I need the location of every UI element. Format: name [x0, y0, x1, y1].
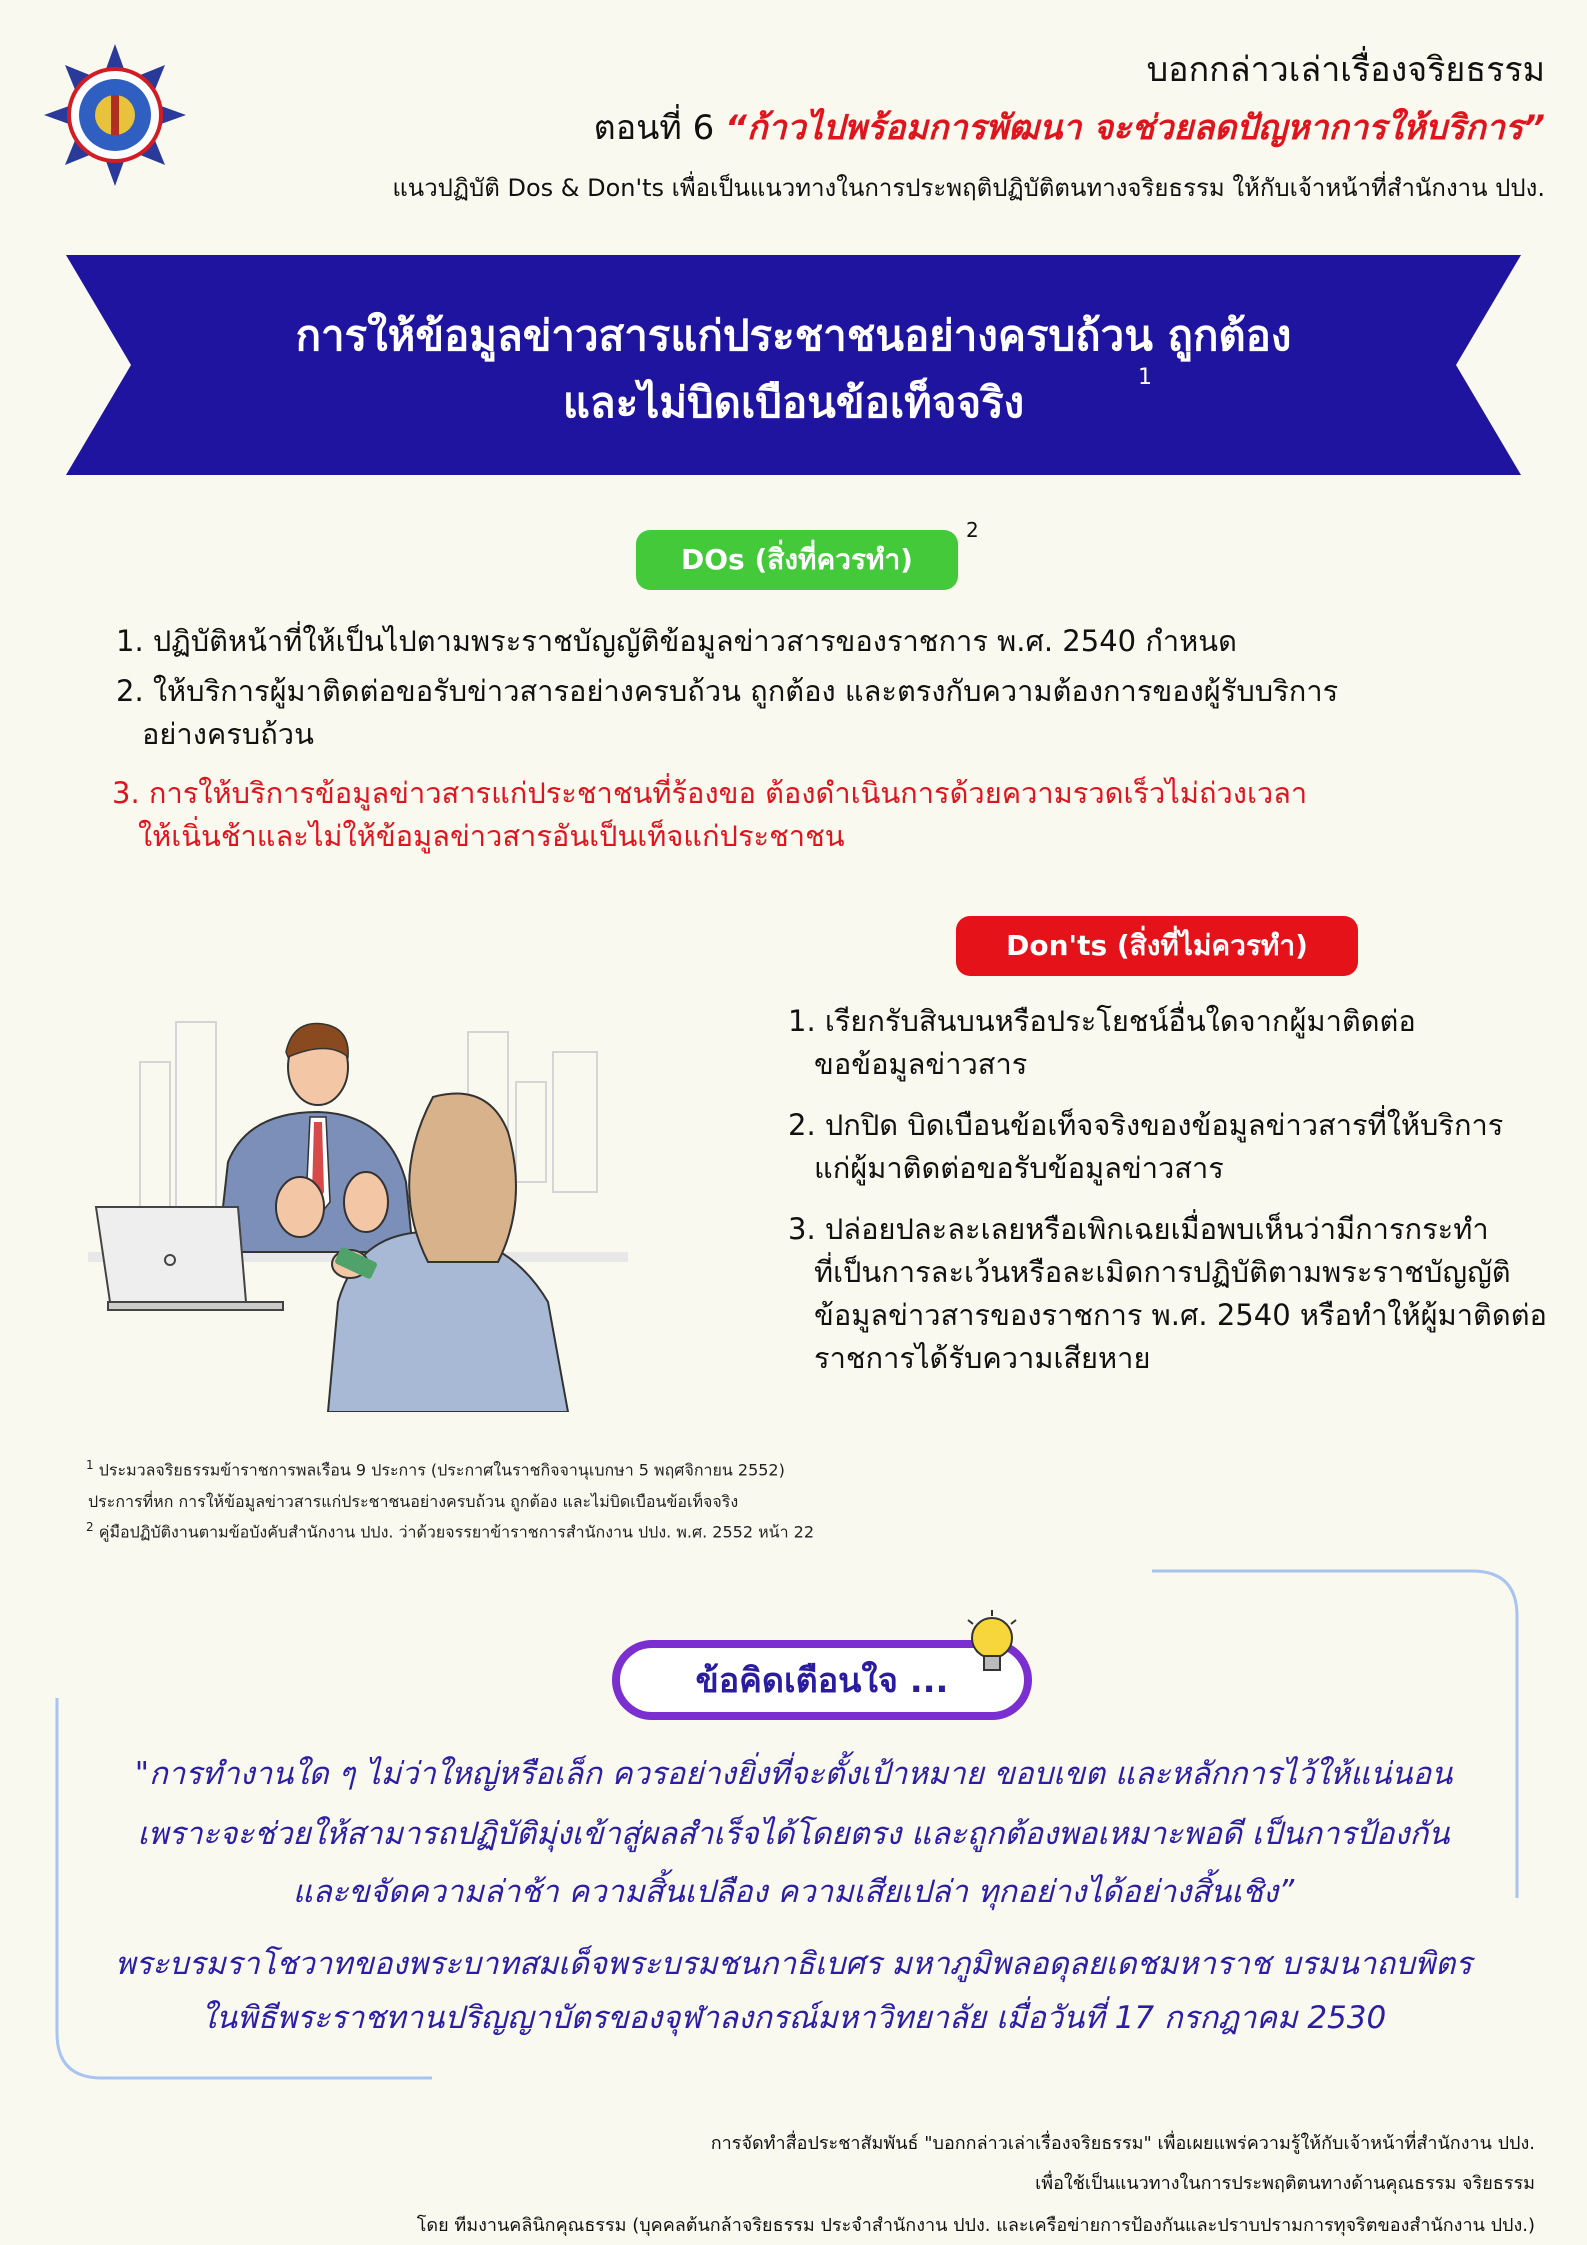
donts-badge: Don'ts (สิ่งที่ไม่ควรทำ)	[956, 916, 1358, 976]
banner-title-line2: และไม่บิดเบือนข้อเท็จจริง	[562, 378, 1025, 427]
title-banner	[66, 255, 1521, 475]
donts-item-1	[788, 1000, 1416, 1086]
amlo-logo	[40, 40, 190, 190]
dos-item-2	[116, 670, 1338, 756]
dos-item-text: 2. ให้บริการผู้มาติดต่อขอรับข่าวสารอย่างครบถ้วน ถูกต้อง และตรงกับความต้องการของผู้รับบริการ	[116, 674, 1339, 708]
donts-item-text: 1. เรียกรับสินบนหรือประโยชน์อื่นใดจากผู้มาติดต่อ	[788, 1004, 1416, 1038]
dos-item-cont: อย่างครบถ้วน	[142, 717, 314, 751]
donts-item-cont: ที่เป็นการละเว้นหรือละเมิดการปฏิบัติตามพระราชบัญญัติ	[814, 1255, 1511, 1289]
subtitle: แนวปฏิบัติ Dos & Don'ts เพื่อเป็นแนวทางในการประพฤติปฏิบัติตนทางจริยธรรม ให้กับเจ้าหน้าที่สำนักงาน ปปง.	[392, 174, 1545, 202]
lightbulb-icon	[962, 1608, 1022, 1686]
reminder-title-badge: ข้อคิดเตือนใจ ...	[612, 1640, 1032, 1720]
dos-badge: DOs (สิ่งที่ควรทำ)	[636, 530, 958, 590]
episode-line	[594, 100, 1545, 154]
reminder-quote-line2: เพราะจะช่วยให้สามารถปฏิบัติมุ่งเข้าสู่ผลสำเร็จได้โดยตรง และถูกต้องพอเหมาะพอดี เป็นการป้องกัน	[137, 1816, 1450, 1852]
episode-quote: “ก้าวไปพร้อมการพัฒนา จะช่วยลดปัญหาการให้บริการ”	[725, 108, 1545, 148]
donts-item-3	[788, 1208, 1547, 1380]
donts-item-cont: ราชการได้รับความเสียหาย	[814, 1341, 1151, 1375]
banner-footnote-mark: 1	[1138, 365, 1152, 390]
footer-line2: เพื่อใช้เป็นแนวทางในการประพฤติตนทางด้านคุณธรรม จริยธรรม	[1035, 2173, 1535, 2194]
footnote-2-mark: 2	[86, 1520, 94, 1534]
episode-label: ตอนที่ 6	[593, 108, 715, 148]
donts-item-2	[788, 1104, 1503, 1190]
reminder-quote-line3: และขจัดความล่าช้า ความสิ้นเปลือง ความเสียเปล่า ทุกอย่างได้อย่างสิ้นเชิง”	[292, 1874, 1295, 1910]
reminder-source-line1: พระบรมราโชวาทของพระบาทสมเด็จพระบรมชนกาธิเบศร มหาภูมิพลอดุลยเดชมหาราช บรมนาถบพิตร	[115, 1946, 1472, 1982]
donts-item-cont: ข้อมูลข่าวสารของราชการ พ.ศ. 2540 หรือทำให้ผู้มาติดต่อ	[814, 1298, 1547, 1332]
footnote-1-mark: 1	[86, 1458, 94, 1472]
footnote-1-continued: ประการที่หก การให้ข้อมูลข่าวสารแก่ประชาชนอย่างครบถ้วน ถูกต้อง และไม่บิดเบือนข้อเท็จจริง	[88, 1492, 739, 1511]
dos-footnote-mark: 2	[966, 518, 979, 542]
dos-item-1	[116, 620, 1237, 663]
footnote-2-text: คู่มือปฏิบัติงานตามข้อบังคับสำนักงาน ปปง. ว่าด้วยจรรยาข้าราชการสำนักงาน ปปง. พ.ศ. 2552 หน้า 22	[98, 1522, 814, 1542]
reminder-quote-line1: "การทำงานใด ๆ ไม่ว่าใหญ่หรือเล็ก ควรอย่างยิ่งที่จะตั้งเป้าหมาย ขอบเขต และหลักการไว้ให้แน่นอน	[134, 1756, 1453, 1792]
series-title: บอกกล่าวเล่าเรื่องจริยธรรม	[1146, 50, 1545, 90]
dos-item-text: 1. ปฏิบัติหน้าที่ให้เป็นไปตามพระราชบัญญัติข้อมูลข่าวสารของราชการ พ.ศ. 2540 กำหนด	[116, 624, 1237, 658]
dos-item-cont: ให้เนิ่นช้าและไม่ให้ข้อมูลข่าวสารอันเป็นเท็จแก่ประชาชน	[138, 819, 845, 853]
donts-item-text: 2. ปกปิด บิดเบือนข้อเท็จจริงของข้อมูลข่าวสารที่ให้บริการ	[788, 1108, 1504, 1142]
donts-item-cont: แก่ผู้มาติดต่อขอรับข้อมูลข่าวสาร	[814, 1151, 1224, 1185]
dos-item-3	[112, 772, 1307, 858]
reminder-source-line2: ในพิธีพระราชทานปริญญาบัตรของจุฬาลงกรณ์มหาวิทยาลัย เมื่อวันที่ 17 กรกฎาคม 2530	[200, 2000, 1387, 2036]
footer-line1: การจัดทำสื่อประชาสัมพันธ์ "บอกกล่าวเล่าเรื่องจริยธรรม" เพื่อเผยแพร่ความรู้ให้กับเจ้าหน้าที่สำนักงาน ปปง.	[710, 2133, 1535, 2154]
footer-line3: โดย ทีมงานคลินิกคุณธรรม (บุคคลต้นกล้าจริยธรรม ประจำสำนักงาน ปปง. และเครือข่ายการป้องกันและปราบปรามการทุจริตของสำนักงาน ปปง.)	[416, 2215, 1535, 2236]
footnote-1-text: ประมวลจริยธรรมข้าราชการพลเรือน 9 ประการ (ประกาศในราชกิจจานุเบกษา 5 พฤศจิกายน 2552)	[98, 1460, 785, 1480]
banner-title-line1: การให้ข้อมูลข่าวสารแก่ประชาชนอย่างครบถ้วน ถูกต้อง	[295, 311, 1292, 360]
donts-item-cont: ขอข้อมูลข่าวสาร	[814, 1047, 1028, 1081]
office-illustration	[88, 1002, 648, 1412]
dos-item-text: 3. การให้บริการข้อมูลข่าวสารแก่ประชาชนที่ร้องขอ ต้องดำเนินการด้วยความรวดเร็วไม่ถ่วงเวลา	[112, 776, 1308, 810]
footnote-1	[86, 1458, 785, 1483]
donts-item-text: 3. ปล่อยปละละเลยหรือเพิกเฉยเมื่อพบเห็นว่ามีการกระทำ	[788, 1212, 1489, 1246]
footnote-2	[86, 1520, 814, 1545]
